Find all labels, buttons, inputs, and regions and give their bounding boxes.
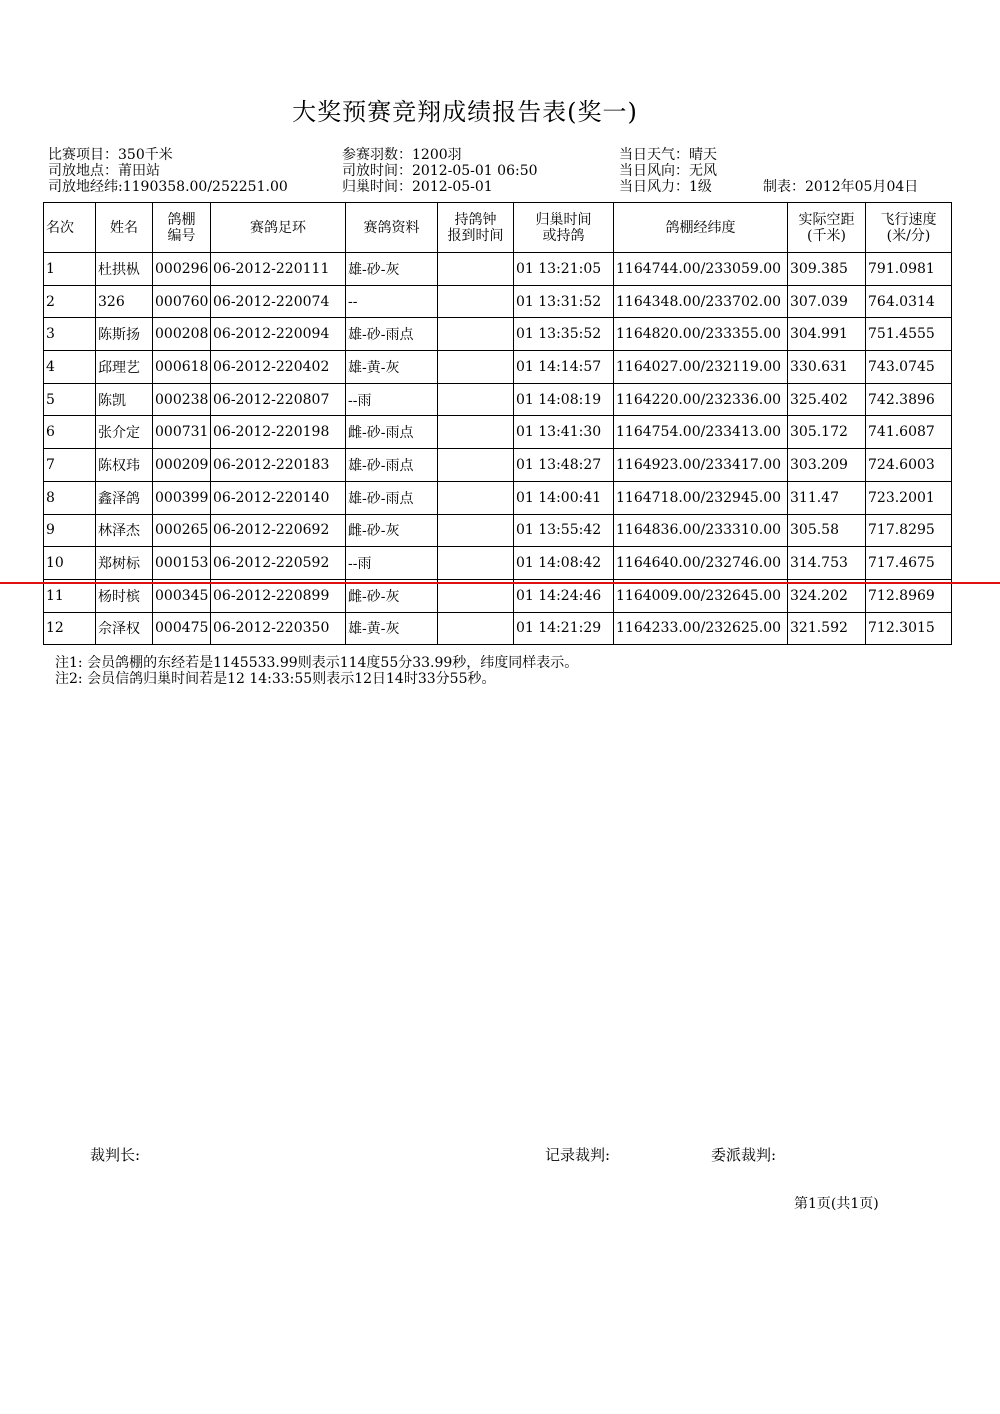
cell-speed: 712.8969 bbox=[866, 579, 952, 612]
cell-return-time: 01 13:55:42 bbox=[514, 514, 614, 547]
cell-ring: 06-2012-220074 bbox=[211, 285, 346, 318]
cell-rank: 4 bbox=[44, 351, 96, 384]
cell-loft-coords: 1164348.00/233702.00 bbox=[614, 285, 788, 318]
info-wind-force: 当日风力：1级 bbox=[619, 179, 712, 195]
cell-loft-number: 000399 bbox=[153, 481, 211, 514]
cell-clock-time bbox=[438, 612, 514, 645]
table-row bbox=[44, 481, 952, 514]
cell-loft-number: 000296 bbox=[153, 253, 211, 286]
info-column-1 bbox=[48, 147, 288, 195]
cell-clock-time bbox=[438, 285, 514, 318]
cell-clock-time bbox=[438, 547, 514, 580]
cell-return-time: 01 14:14:57 bbox=[514, 351, 614, 384]
cell-bird-info: 雌-砂-灰 bbox=[346, 514, 438, 547]
cell-loft-coords: 1164009.00/232645.00 bbox=[614, 579, 788, 612]
cell-ring: 06-2012-220140 bbox=[211, 481, 346, 514]
cell-loft-coords: 1164027.00/232119.00 bbox=[614, 351, 788, 384]
cell-speed: 741.6087 bbox=[866, 416, 952, 449]
cell-clock-time bbox=[438, 514, 514, 547]
cell-distance: 324.202 bbox=[788, 579, 866, 612]
cell-distance: 309.385 bbox=[788, 253, 866, 286]
cell-name: 陈权玮 bbox=[96, 449, 153, 482]
cell-bird-info: -- bbox=[346, 285, 438, 318]
page-title: 大奖预赛竞翔成绩报告表(奖一) bbox=[292, 98, 638, 126]
cell-rank: 2 bbox=[44, 285, 96, 318]
cell-ring: 06-2012-220198 bbox=[211, 416, 346, 449]
cell-loft-coords: 1164754.00/233413.00 bbox=[614, 416, 788, 449]
cell-ring: 06-2012-220592 bbox=[211, 547, 346, 580]
cell-loft-coords: 1164718.00/232945.00 bbox=[614, 481, 788, 514]
cell-bird-info: 雌-砂-雨点 bbox=[346, 416, 438, 449]
cell-name: 杜拱枞 bbox=[96, 253, 153, 286]
cell-loft-number: 000760 bbox=[153, 285, 211, 318]
cell-clock-time bbox=[438, 318, 514, 351]
cell-ring: 06-2012-220183 bbox=[211, 449, 346, 482]
cell-loft-number: 000618 bbox=[153, 351, 211, 384]
results-body bbox=[44, 253, 952, 645]
cell-bird-info: 雌-砂-灰 bbox=[346, 579, 438, 612]
cell-return-time: 01 14:08:42 bbox=[514, 547, 614, 580]
cell-loft-coords: 1164640.00/232746.00 bbox=[614, 547, 788, 580]
cell-clock-time bbox=[438, 449, 514, 482]
cell-loft-number: 000238 bbox=[153, 383, 211, 416]
info-return-date: 归巢时间：2012-05-01 bbox=[342, 179, 493, 195]
info-column-3 bbox=[619, 147, 717, 195]
header-ring: 赛鸽足环 bbox=[211, 203, 346, 253]
cell-speed: 764.0314 bbox=[866, 285, 952, 318]
cell-name: 佘泽权 bbox=[96, 612, 153, 645]
info-wind-direction: 当日风向：无风 bbox=[619, 163, 717, 179]
cell-distance: 314.753 bbox=[788, 547, 866, 580]
cell-ring: 06-2012-220350 bbox=[211, 612, 346, 645]
cell-distance: 305.172 bbox=[788, 416, 866, 449]
header-loft-coords: 鸽棚经纬度 bbox=[614, 203, 788, 253]
table-row bbox=[44, 351, 952, 384]
cell-speed: 742.3896 bbox=[866, 383, 952, 416]
cell-ring: 06-2012-220692 bbox=[211, 514, 346, 547]
cell-ring: 06-2012-220899 bbox=[211, 579, 346, 612]
cell-speed: 712.3015 bbox=[866, 612, 952, 645]
cell-loft-coords: 1164836.00/233310.00 bbox=[614, 514, 788, 547]
cell-name: 邱理艺 bbox=[96, 351, 153, 384]
cell-rank: 8 bbox=[44, 481, 96, 514]
cell-bird-info: 雄-砂-雨点 bbox=[346, 481, 438, 514]
notes bbox=[55, 655, 578, 687]
cell-loft-coords: 1164233.00/232625.00 bbox=[614, 612, 788, 645]
cell-rank: 9 bbox=[44, 514, 96, 547]
red-divider-line bbox=[0, 582, 1000, 584]
cell-return-time: 01 13:35:52 bbox=[514, 318, 614, 351]
cell-speed: 717.4675 bbox=[866, 547, 952, 580]
cell-clock-time bbox=[438, 416, 514, 449]
cell-speed: 717.8295 bbox=[866, 514, 952, 547]
cell-name: 杨时槟 bbox=[96, 579, 153, 612]
cell-ring: 06-2012-220807 bbox=[211, 383, 346, 416]
cell-distance: 304.991 bbox=[788, 318, 866, 351]
cell-loft-number: 000731 bbox=[153, 416, 211, 449]
delegate-referee-label: 委派裁判: bbox=[711, 1146, 777, 1164]
table-row bbox=[44, 318, 952, 351]
cell-clock-time bbox=[438, 253, 514, 286]
cell-distance: 303.209 bbox=[788, 449, 866, 482]
cell-loft-coords: 1164923.00/233417.00 bbox=[614, 449, 788, 482]
cell-distance: 307.039 bbox=[788, 285, 866, 318]
cell-rank: 12 bbox=[44, 612, 96, 645]
header-distance: 实际空距 (千米) bbox=[788, 203, 866, 253]
cell-rank: 11 bbox=[44, 579, 96, 612]
header-return-time: 归巢时间 或持鸽 bbox=[514, 203, 614, 253]
page-number: 第1页(共1页) bbox=[794, 1196, 879, 1212]
cell-name: 陈凯 bbox=[96, 383, 153, 416]
cell-loft-coords: 1164820.00/233355.00 bbox=[614, 318, 788, 351]
table-row bbox=[44, 449, 952, 482]
cell-loft-number: 000345 bbox=[153, 579, 211, 612]
cell-return-time: 01 14:00:41 bbox=[514, 481, 614, 514]
header-speed: 飞行速度 (米/分) bbox=[866, 203, 952, 253]
cell-rank: 10 bbox=[44, 547, 96, 580]
cell-clock-time bbox=[438, 351, 514, 384]
cell-bird-info: --雨 bbox=[346, 547, 438, 580]
table-row bbox=[44, 612, 952, 645]
cell-ring: 06-2012-220111 bbox=[211, 253, 346, 286]
header-rank: 名次 bbox=[44, 203, 96, 253]
cell-return-time: 01 13:41:30 bbox=[514, 416, 614, 449]
cell-distance: 311.47 bbox=[788, 481, 866, 514]
table-row bbox=[44, 514, 952, 547]
cell-speed: 723.2001 bbox=[866, 481, 952, 514]
cell-return-time: 01 14:24:46 bbox=[514, 579, 614, 612]
info-column-2 bbox=[342, 147, 538, 195]
cell-name: 张介定 bbox=[96, 416, 153, 449]
cell-speed: 743.0745 bbox=[866, 351, 952, 384]
cell-rank: 5 bbox=[44, 383, 96, 416]
cell-ring: 06-2012-220402 bbox=[211, 351, 346, 384]
cell-loft-coords: 1164744.00/233059.00 bbox=[614, 253, 788, 286]
cell-speed: 791.0981 bbox=[866, 253, 952, 286]
note-1: 注1: 会员鸽棚的东经若是1145533.99则表示114度55分33.99秒，纬度同样表示。 bbox=[55, 655, 579, 671]
cell-name: 鑫泽鸽 bbox=[96, 481, 153, 514]
cell-bird-info: 雄-砂-灰 bbox=[346, 253, 438, 286]
info-event: 比赛项目：350千米 bbox=[48, 147, 173, 163]
cell-bird-info: --雨 bbox=[346, 383, 438, 416]
cell-distance: 330.631 bbox=[788, 351, 866, 384]
info-release-coords: 司放地经纬:1190358.00/252251.00 bbox=[48, 179, 288, 195]
cell-return-time: 01 14:21:29 bbox=[514, 612, 614, 645]
cell-return-time: 01 14:08:19 bbox=[514, 383, 614, 416]
results-table bbox=[43, 202, 952, 645]
cell-loft-number: 000208 bbox=[153, 318, 211, 351]
header-bird-info: 赛鸽资料 bbox=[346, 203, 438, 253]
table-row bbox=[44, 285, 952, 318]
info-maker: 制表：2012年05月04日 bbox=[763, 179, 919, 195]
cell-return-time: 01 13:21:05 bbox=[514, 253, 614, 286]
cell-distance: 321.592 bbox=[788, 612, 866, 645]
table-row bbox=[44, 547, 952, 580]
cell-name: 郑树标 bbox=[96, 547, 153, 580]
cell-rank: 3 bbox=[44, 318, 96, 351]
recorder-referee-label: 记录裁判: bbox=[545, 1146, 611, 1164]
table-row bbox=[44, 383, 952, 416]
cell-speed: 724.6003 bbox=[866, 449, 952, 482]
header-clock-time: 持鸽钟 报到时间 bbox=[438, 203, 514, 253]
table-row bbox=[44, 579, 952, 612]
cell-speed: 751.4555 bbox=[866, 318, 952, 351]
cell-bird-info: 雄-黄-灰 bbox=[346, 612, 438, 645]
cell-loft-number: 000153 bbox=[153, 547, 211, 580]
cell-bird-info: 雄-黄-灰 bbox=[346, 351, 438, 384]
header-name: 姓名 bbox=[96, 203, 153, 253]
cell-loft-number: 000475 bbox=[153, 612, 211, 645]
cell-loft-number: 000209 bbox=[153, 449, 211, 482]
cell-distance: 305.58 bbox=[788, 514, 866, 547]
chief-referee-label: 裁判长: bbox=[90, 1146, 141, 1164]
cell-bird-info: 雄-砂-雨点 bbox=[346, 449, 438, 482]
note-2: 注2: 会员信鸽归巢时间若是12 14:33:55则表示12日14时33分55秒。 bbox=[55, 671, 496, 687]
cell-distance: 325.402 bbox=[788, 383, 866, 416]
cell-name: 326 bbox=[96, 285, 153, 318]
cell-return-time: 01 13:31:52 bbox=[514, 285, 614, 318]
info-entries: 参赛羽数：1200羽 bbox=[342, 147, 462, 163]
table-header-row bbox=[44, 203, 952, 253]
cell-name: 林泽杰 bbox=[96, 514, 153, 547]
info-weather: 当日天气：晴天 bbox=[619, 147, 717, 163]
cell-clock-time bbox=[438, 481, 514, 514]
cell-clock-time bbox=[438, 579, 514, 612]
cell-loft-coords: 1164220.00/232336.00 bbox=[614, 383, 788, 416]
cell-rank: 6 bbox=[44, 416, 96, 449]
header-loft-number: 鸽棚 编号 bbox=[153, 203, 211, 253]
cell-clock-time bbox=[438, 383, 514, 416]
cell-rank: 1 bbox=[44, 253, 96, 286]
info-release-site: 司放地点：莆田站 bbox=[48, 163, 160, 179]
cell-name: 陈斯扬 bbox=[96, 318, 153, 351]
table-row bbox=[44, 253, 952, 286]
cell-loft-number: 000265 bbox=[153, 514, 211, 547]
table-row bbox=[44, 416, 952, 449]
cell-bird-info: 雄-砂-雨点 bbox=[346, 318, 438, 351]
cell-return-time: 01 13:48:27 bbox=[514, 449, 614, 482]
cell-ring: 06-2012-220094 bbox=[211, 318, 346, 351]
cell-rank: 7 bbox=[44, 449, 96, 482]
info-release-time: 司放时间：2012-05-01 06:50 bbox=[342, 163, 538, 179]
